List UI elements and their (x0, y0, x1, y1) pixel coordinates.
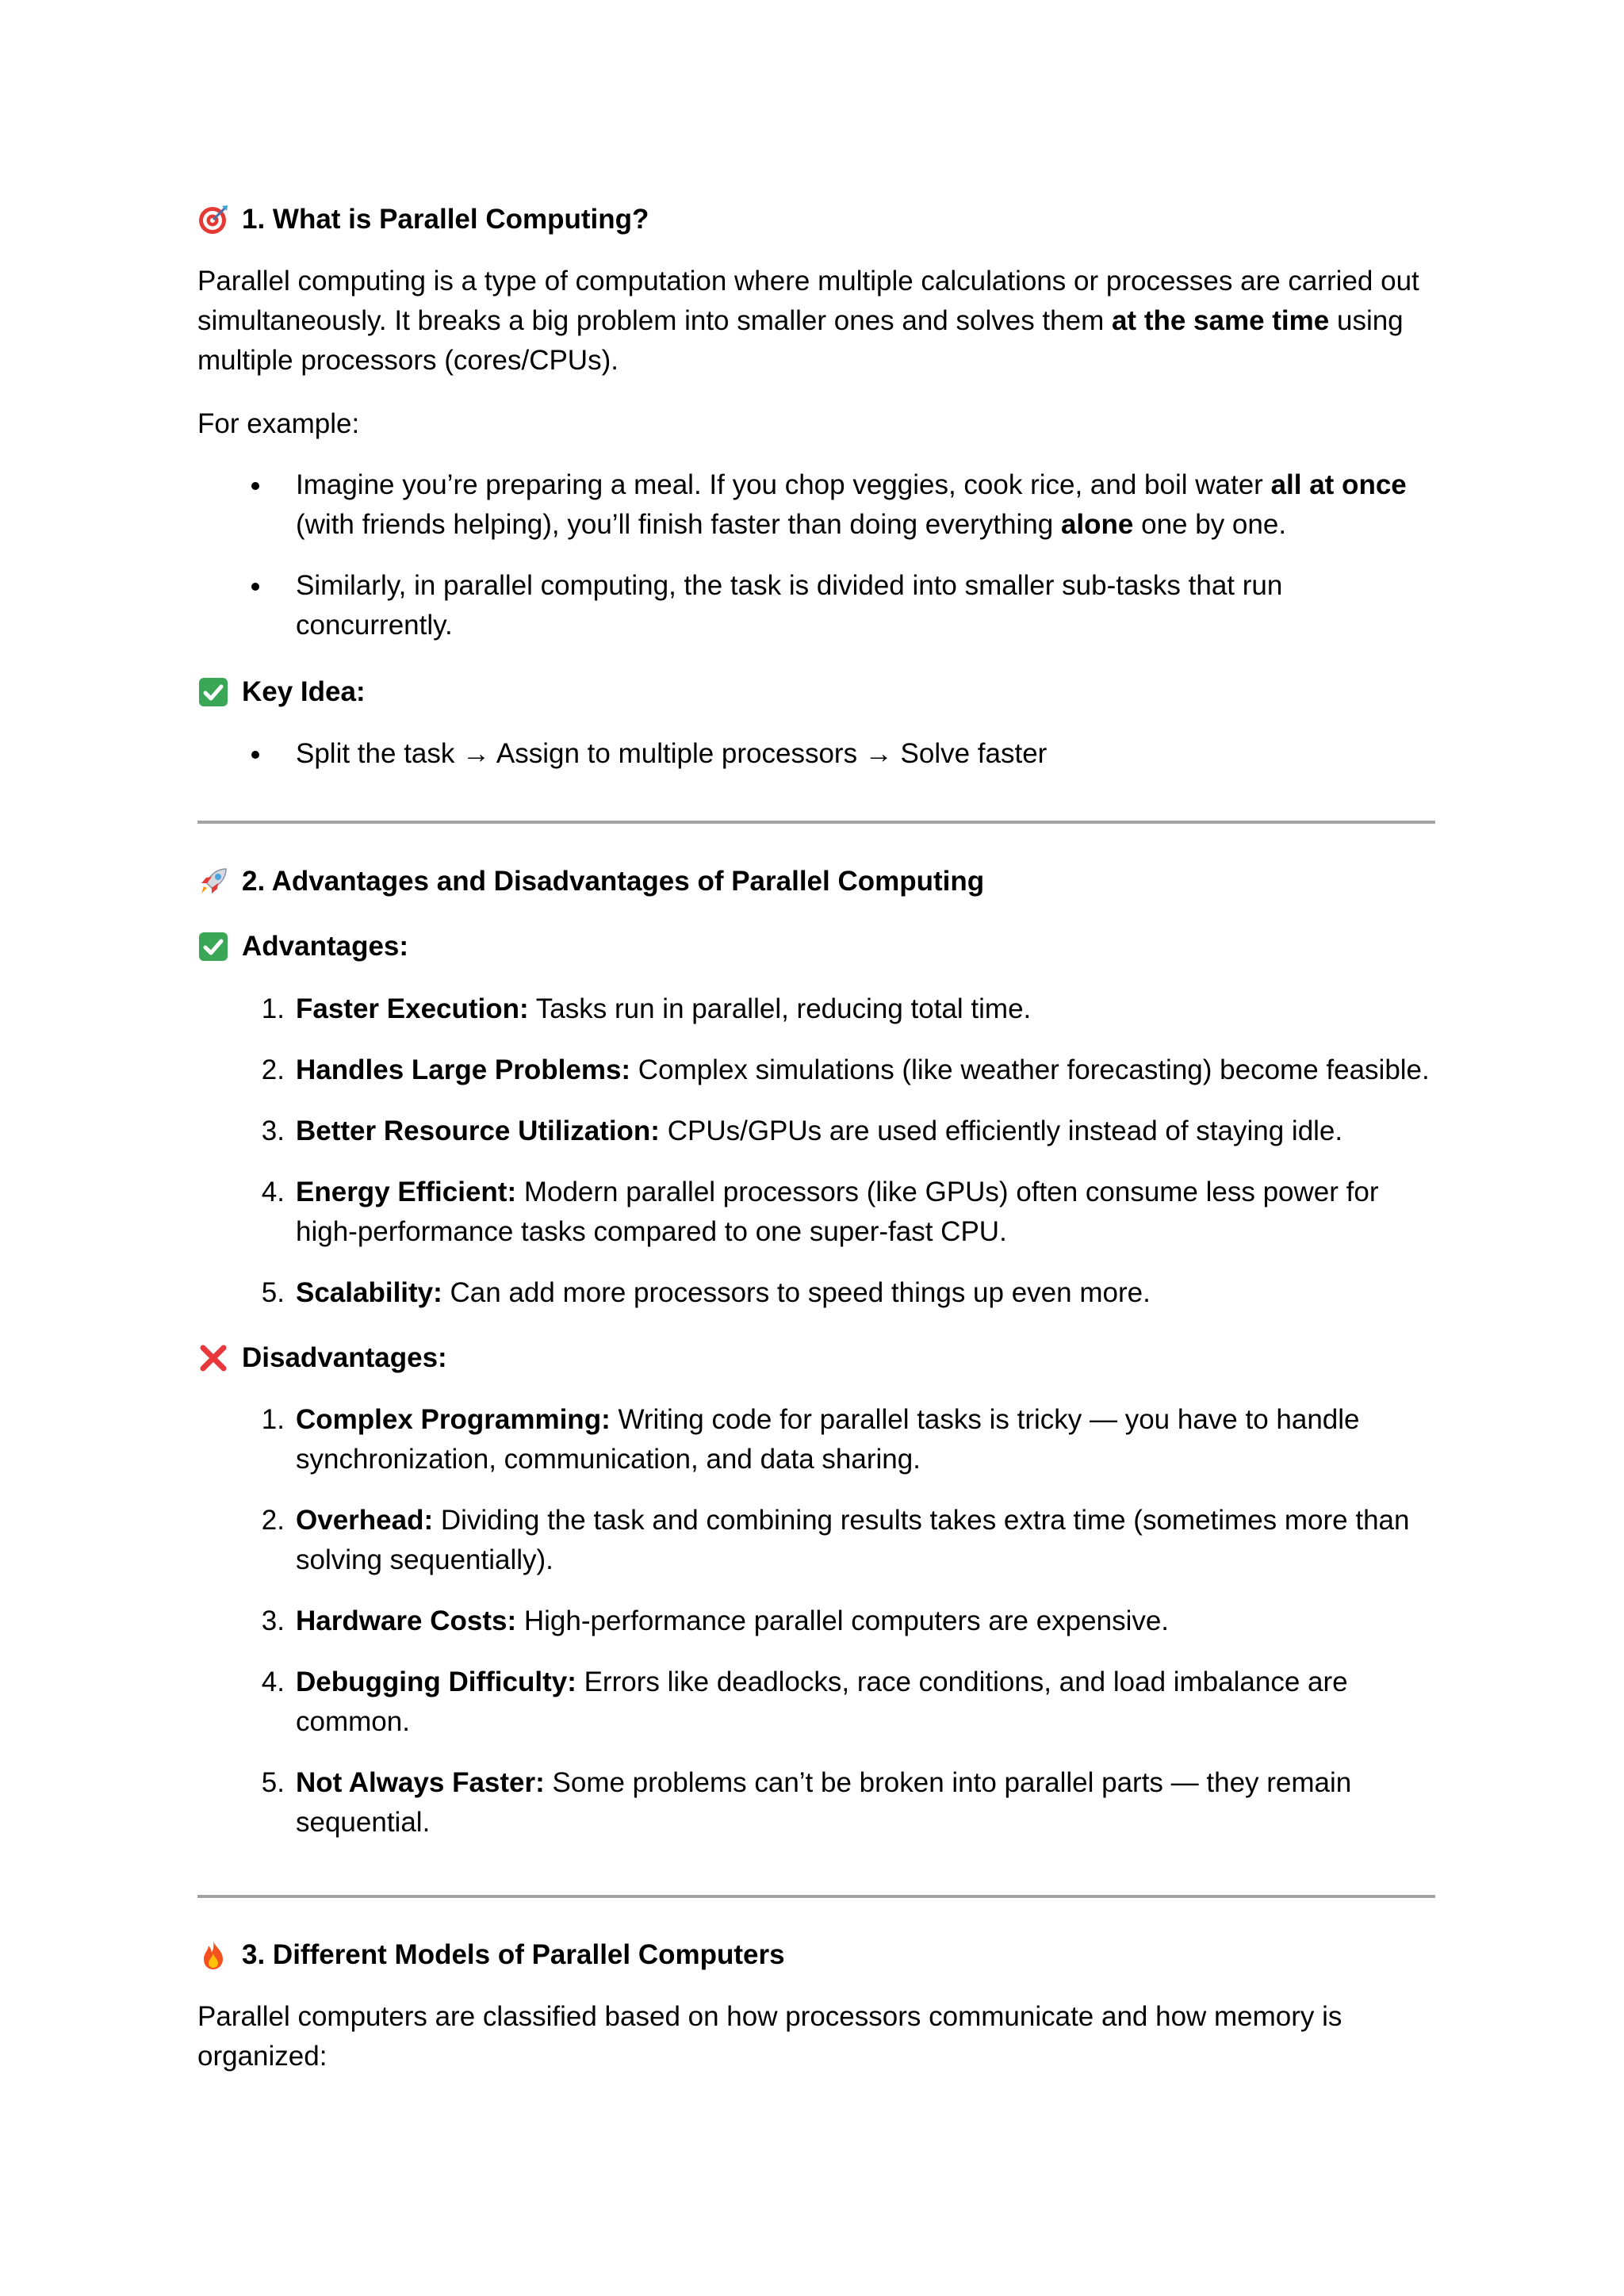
section-divider (197, 821, 1435, 824)
section2-heading (197, 862, 1434, 901)
cross-mark-icon (197, 1342, 229, 1374)
list-item (197, 1273, 1434, 1313)
disadvantages-heading (197, 1338, 1434, 1378)
disadvantage-desc: Dividing the task and combining results takes extra time (sometimes more than solving sequentially). (296, 1505, 1410, 1575)
disadvantage-term: Not Always Faster: (296, 1767, 545, 1798)
list-number: 1. (261, 1404, 285, 1435)
intro-bold-text: at the same time (1111, 305, 1330, 336)
list-item (197, 1050, 1434, 1090)
advantage-term: Better Resource Utilization: (296, 1115, 660, 1146)
disadvantages-title: Disadvantages: (242, 1342, 447, 1373)
disadvantage-term: Debugging Difficulty: (296, 1667, 576, 1697)
intro-text-end: using multiple processors (cores/CPUs). (197, 305, 1404, 376)
key-idea-list (197, 734, 1434, 795)
advantage-desc: Modern parallel processors (like GPUs) often consume less power for high-performance tasks compared to one super-fast CPU. (296, 1177, 1379, 1247)
advantages-heading (197, 927, 1434, 966)
bullet-icon (251, 482, 259, 490)
example-text: Imagine you’re preparing a meal. If you chop veggies, cook rice, and boil water (296, 469, 1271, 500)
section2-title: 2. Advantages and Disadvantages of Parallel Computing (242, 866, 985, 897)
examples-list (197, 465, 1434, 667)
disadvantages-list (197, 1400, 1434, 1843)
list-item (197, 1601, 1434, 1641)
list-number: 2. (261, 1054, 285, 1085)
intro-text: Parallel computing is a type of computation where multiple calculations or processes are carried out simultaneously. It breaks a big problem into smaller ones and solves them (197, 266, 1419, 336)
key-idea-text: Split the task → Assign to multiple processors → Solve faster (296, 738, 1048, 769)
disadvantage-term: Hardware Costs: (296, 1605, 517, 1636)
check-mark-icon (197, 676, 229, 708)
advantages-title: Advantages: (242, 931, 409, 962)
section3-title: 3. Different Models of Parallel Computers (242, 1939, 785, 1970)
list-number: 4. (261, 1177, 285, 1207)
list-number: 3. (261, 1115, 285, 1146)
advantage-term: Faster Execution: (296, 993, 529, 1024)
rocket-icon (197, 866, 229, 897)
disadvantage-term: Overhead: (296, 1505, 434, 1536)
list-item (197, 1173, 1434, 1252)
check-mark-icon (197, 931, 229, 962)
list-item (197, 566, 1434, 645)
section3-heading (197, 1935, 1434, 1975)
advantage-term: Scalability: (296, 1277, 442, 1308)
list-item (197, 989, 1434, 1029)
advantage-term: Energy Efficient: (296, 1177, 517, 1207)
list-number: 4. (261, 1667, 285, 1697)
disadvantage-desc: Writing code for parallel tasks is tricky — you have to handle synchronization, communication, and data sharing. (296, 1404, 1360, 1475)
disadvantage-desc: Some problems can’t be broken into parallel parts — they remain sequential. (296, 1767, 1352, 1838)
target-icon (197, 204, 229, 235)
disadvantage-desc: Errors like deadlocks, race conditions, and load imbalance are common. (296, 1667, 1348, 1737)
section1-heading (197, 200, 1434, 239)
example-bold: all at once (1270, 469, 1407, 500)
section3-intro: Parallel computers are classified based on how processors communicate and how memory is organized: (197, 2001, 1342, 2072)
advantages-list (197, 989, 1434, 1313)
list-item (197, 1763, 1434, 1843)
key-idea-title: Key Idea: (242, 676, 366, 707)
bullet-icon (251, 583, 259, 591)
list-item (197, 1400, 1434, 1479)
list-number: 5. (261, 1767, 285, 1798)
list-item (197, 734, 1434, 774)
example-text: (with friends helping), you’ll finish faster than doing everything (296, 509, 1061, 540)
advantage-desc: CPUs/GPUs are used efficiently instead of staying idle. (659, 1115, 1343, 1146)
advantage-term: Handles Large Problems: (296, 1054, 631, 1085)
list-item (197, 1663, 1434, 1742)
list-number: 3. (261, 1605, 285, 1636)
disadvantage-term: Complex Programming: (296, 1404, 611, 1435)
section1-intro (197, 262, 1434, 381)
bullet-icon (251, 751, 259, 759)
section-divider (197, 1895, 1435, 1898)
list-number: 2. (261, 1505, 285, 1536)
example-label: For example: (197, 408, 360, 439)
list-item (197, 465, 1434, 545)
list-number: 1. (261, 993, 285, 1024)
list-item (197, 1501, 1434, 1580)
list-number: 5. (261, 1277, 285, 1308)
section1-title: 1. What is Parallel Computing? (242, 204, 649, 235)
disadvantage-desc: High-performance parallel computers are expensive. (516, 1605, 1170, 1636)
list-item (197, 1112, 1434, 1151)
fire-icon (197, 1939, 229, 1971)
key-idea-heading (197, 672, 1434, 712)
example-text: Similarly, in parallel computing, the task is divided into smaller sub-tasks that run concurrently. (296, 570, 1283, 641)
advantage-desc: Tasks run in parallel, reducing total time. (528, 993, 1032, 1024)
example-bold: alone (1060, 509, 1134, 540)
example-text: one by one. (1133, 509, 1287, 540)
advantage-desc: Can add more processors to speed things up even more. (442, 1277, 1151, 1308)
advantage-desc: Complex simulations (like weather forecasting) become feasible. (630, 1054, 1430, 1085)
